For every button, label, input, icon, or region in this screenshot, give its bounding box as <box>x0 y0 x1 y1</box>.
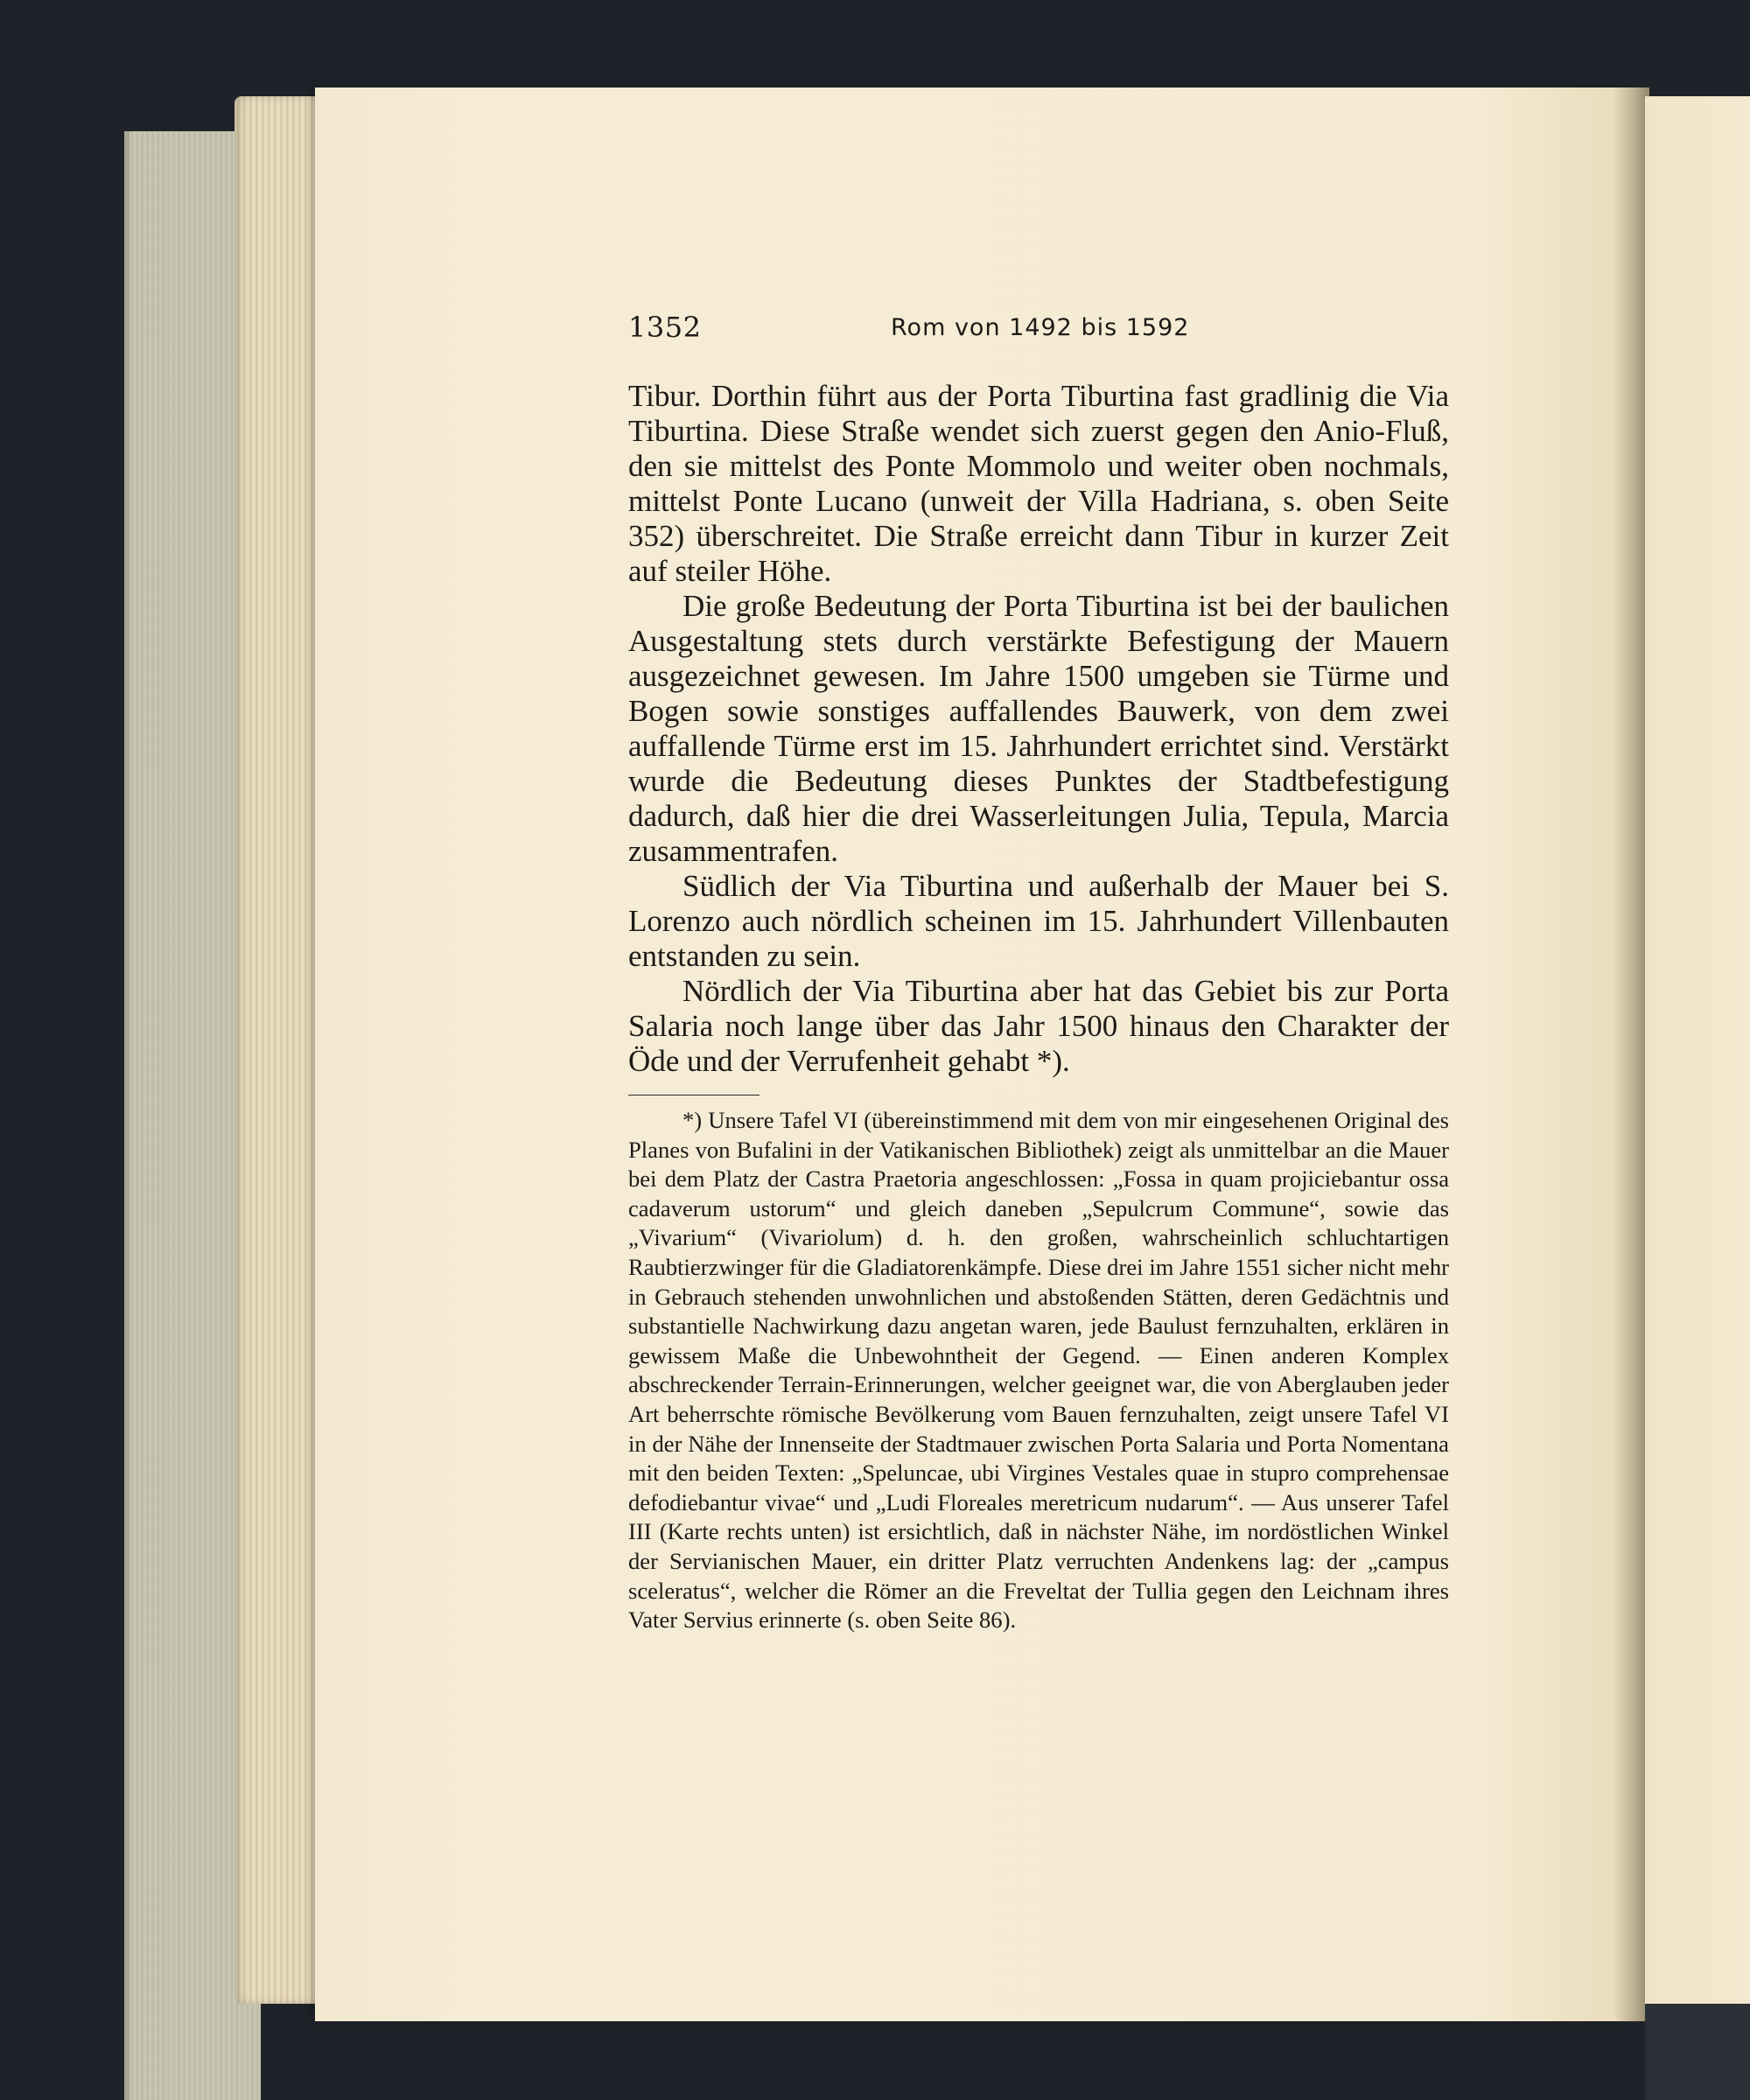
body-text <box>628 379 1449 1079</box>
book-cover-right <box>1645 2004 1750 2100</box>
page-content <box>628 311 1449 1635</box>
paragraph: Tibur. Dorthin führt aus der Porta Tiburtina fast gradlinig die Via Tiburtina. Diese Straße wendet sich zuerst gegen den Anio-Fluß, den sie mittelst des Ponte Mommolo und weiter oben nochmals, mittelst Ponte Lucano (unweit der Villa Hadriana, s. oben Seite 352) überschreitet. Die Straße erreicht dann Tibur in kurzer Zeit auf steiler Höhe. <box>628 379 1449 588</box>
facing-page-edge <box>1645 96 1750 2021</box>
footnote-rule <box>628 1095 760 1096</box>
paragraph: Südlich der Via Tiburtina und außerhalb der Mauer bei S. Lorenzo auch nördlich scheinen im 15. Jahrhundert Villenbauten entstanden zu sein. <box>628 869 1449 973</box>
running-title: Rom von 1492 bis 1592 <box>891 314 1190 341</box>
book-gutter <box>1614 88 1649 2021</box>
footnote: *) Unsere Tafel VI (übereinstimmend mit dem von mir eingesehenen Original des Planes von Bufalini in der Vatikanischen Bibliothek) zeigt als unmittelbar an die Mauer bei dem Platz der Castra Praetoria angeschlossen: „Fossa in quam projiciebantur ossa cadaverum ustorum“ und gleich daneben „Sepulcrum Commune“, sowie das „Vivarium“ (Vivariolum) d. h. den großen, wahrscheinlich schluchtartigen Raubtierzwinger für die Gladiatorenkämpfe. Diese drei im Jahre 1551 sicher nicht mehr in Gebrauch stehenden unwohnlichen und abstoßenden Stätten, deren Gedächtnis und substantielle Nachwirkung dazu angetan waren, jede Baulust fernzuhalten, erklären in gewissem Maße die Unbewohntheit der Gegend. — Einen anderen Komplex abschreckender Terrain-Erinnerungen, welcher geeignet war, die von Aberglauben jeder Art beherrschte römische Bevölkerung vom Bauen fernzuhalten, zeigt unsere Tafel VI in der Nähe der Innenseite der Stadtmauer zwischen Porta Salaria und Porta Nomentana mit den beiden Texten: „Speluncae, ubi Virgines Vestales quae in stupro comprehensae defodiebantur vivae“ und „Ludi Floreales meretricum nudarum“. — Aus unserer Tafel III (Karte rechts unten) ist ersichtlich, daß in nächster Nähe, im nordöstlichen Winkel der Servianischen Mauer, ein dritter Platz verruchten Andenkens lag: der „campus sceleratus“, welcher die Römer an die Freveltat der Tullia gegen den Leichnam ihres Vater Servius erinnerte (s. oben Seite 86). <box>628 1107 1449 1634</box>
paragraph: Die große Bedeutung der Porta Tiburtina ist bei der baulichen Ausgestaltung stets durch verstärkte Befestigung der Mauern ausgezeichnet gewesen. Im Jahre 1500 umgeben sie Türme und Bogen sowie sonstiges auffallendes Bauwerk, von dem zwei auffallende Türme erst im 15. Jahrhundert errichtet sind. Verstärkt wurde die Bedeutung dieses Punktes der Stadtbefestigung dadurch, daß hier die drei Wasserleitungen Julia, Tepula, Marcia zusammentrafen. <box>628 589 1449 868</box>
page-number: 1352 <box>628 311 702 344</box>
running-head <box>628 311 1449 354</box>
paragraph: Nördlich der Via Tiburtina aber hat das Gebiet bis zur Porta Salaria noch lange über das Jahr 1500 hinaus den Charakter der Öde und der Verrufenheit gehabt *). <box>628 974 1449 1078</box>
